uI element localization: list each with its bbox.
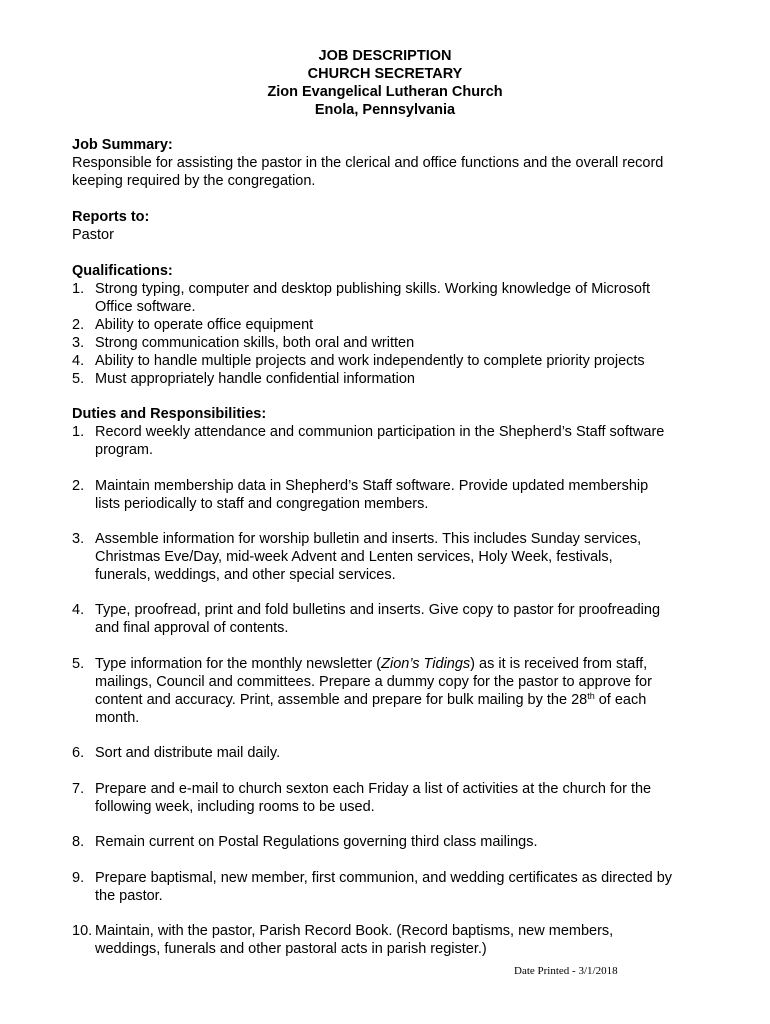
list-text: lists periodically to staff and congregation members. xyxy=(95,496,429,512)
church-name: Zion Evangelical Lutheran Church xyxy=(267,84,503,100)
list-text: Strong communication skills, both oral and written xyxy=(95,335,415,351)
list-text: Christmas Eve/Day, mid-week Advent and Lenten services, Holy Week, festivals, xyxy=(95,549,613,565)
list-number: 5. xyxy=(72,656,85,672)
qualifications-heading: Qualifications: xyxy=(72,263,173,279)
list-number: 8. xyxy=(72,834,85,850)
list-number: 7. xyxy=(72,781,85,797)
list-number: 2. xyxy=(72,478,85,494)
date-printed: Date Printed - 3/1/2018 xyxy=(514,965,618,977)
list-text: Maintain, with the pastor, Parish Record Book. (Record baptisms, new members, xyxy=(95,923,614,939)
text-segment: Type information for the monthly newsletter ( xyxy=(95,656,382,672)
ordinal-suffix: th xyxy=(587,691,595,701)
text-segment: content and accuracy. Print, assemble and prepare for bulk mailing by the 28 xyxy=(95,692,588,708)
job-summary-text-1: Responsible for assisting the pastor in the clerical and office functions and the overall record xyxy=(72,155,664,171)
position-title: CHURCH SECRETARY xyxy=(307,66,463,82)
job-summary-text-2: keeping required by the congregation. xyxy=(72,173,316,189)
list-text: Record weekly attendance and communion participation in the Shepherd’s Staff software xyxy=(95,424,665,440)
list-number: 1. xyxy=(72,424,85,440)
list-text: mailings, Council and committees. Prepare a dummy copy for the pastor to approve for xyxy=(95,674,652,690)
list-text: Office software. xyxy=(95,299,196,315)
list-text xyxy=(95,655,647,673)
list-number: 4. xyxy=(72,353,85,369)
reports-to-heading: Reports to: xyxy=(72,209,150,225)
list-text: following week, including rooms to be used. xyxy=(95,799,375,815)
doc-title: JOB DESCRIPTION xyxy=(318,48,452,64)
list-text: Remain current on Postal Regulations governing third class mailings. xyxy=(95,834,538,850)
reports-to-value: Pastor xyxy=(72,227,114,243)
list-text: the pastor. xyxy=(95,888,163,904)
list-text: funerals, weddings, and other special services. xyxy=(95,567,396,583)
text-segment: of each xyxy=(594,692,647,708)
list-text: and final approval of contents. xyxy=(95,620,289,636)
list-number: 10. xyxy=(72,923,93,939)
list-text: Sort and distribute mail daily. xyxy=(95,745,281,761)
list-text: Ability to handle multiple projects and work independently to complete priority projects xyxy=(95,353,645,369)
list-text: Prepare and e-mail to church sexton each Friday a list of activities at the church for the xyxy=(95,781,652,797)
list-text: program. xyxy=(95,442,154,458)
list-number: 3. xyxy=(72,531,85,547)
list-text: Ability to operate office equipment xyxy=(95,317,314,333)
list-number: 9. xyxy=(72,870,85,886)
newsletter-title: Zion’s Tidings xyxy=(381,656,471,672)
list-text: Assemble information for worship bulletin and inserts. This includes Sunday services, xyxy=(95,531,642,547)
job-summary-heading: Job Summary: xyxy=(72,137,173,153)
list-text: weddings, funerals and other pastoral acts in parish register.) xyxy=(95,941,487,957)
list-text: Prepare baptismal, new member, first communion, and wedding certificates as directed by xyxy=(95,870,673,886)
list-text: month. xyxy=(95,710,140,726)
list-number: 1. xyxy=(72,281,85,297)
list-text: Maintain membership data in Shepherd’s Staff software. Provide updated membership xyxy=(95,478,649,494)
list-number: 4. xyxy=(72,602,85,618)
list-number: 2. xyxy=(72,317,85,333)
church-location: Enola, Pennsylvania xyxy=(314,102,456,118)
list-text: Must appropriately handle confidential information xyxy=(95,371,415,387)
list-text xyxy=(95,691,646,709)
list-number: 5. xyxy=(72,371,85,387)
list-text: Type, proofread, print and fold bulletins and inserts. Give copy to pastor for proofreading xyxy=(95,602,661,618)
list-number: 3. xyxy=(72,335,85,351)
text-segment: ) as it is received from staff, xyxy=(470,656,648,672)
list-number: 6. xyxy=(72,745,85,761)
duties-heading: Duties and Responsibilities: xyxy=(72,406,267,422)
list-text: Strong typing, computer and desktop publishing skills. Working knowledge of Microsoft xyxy=(95,281,651,297)
